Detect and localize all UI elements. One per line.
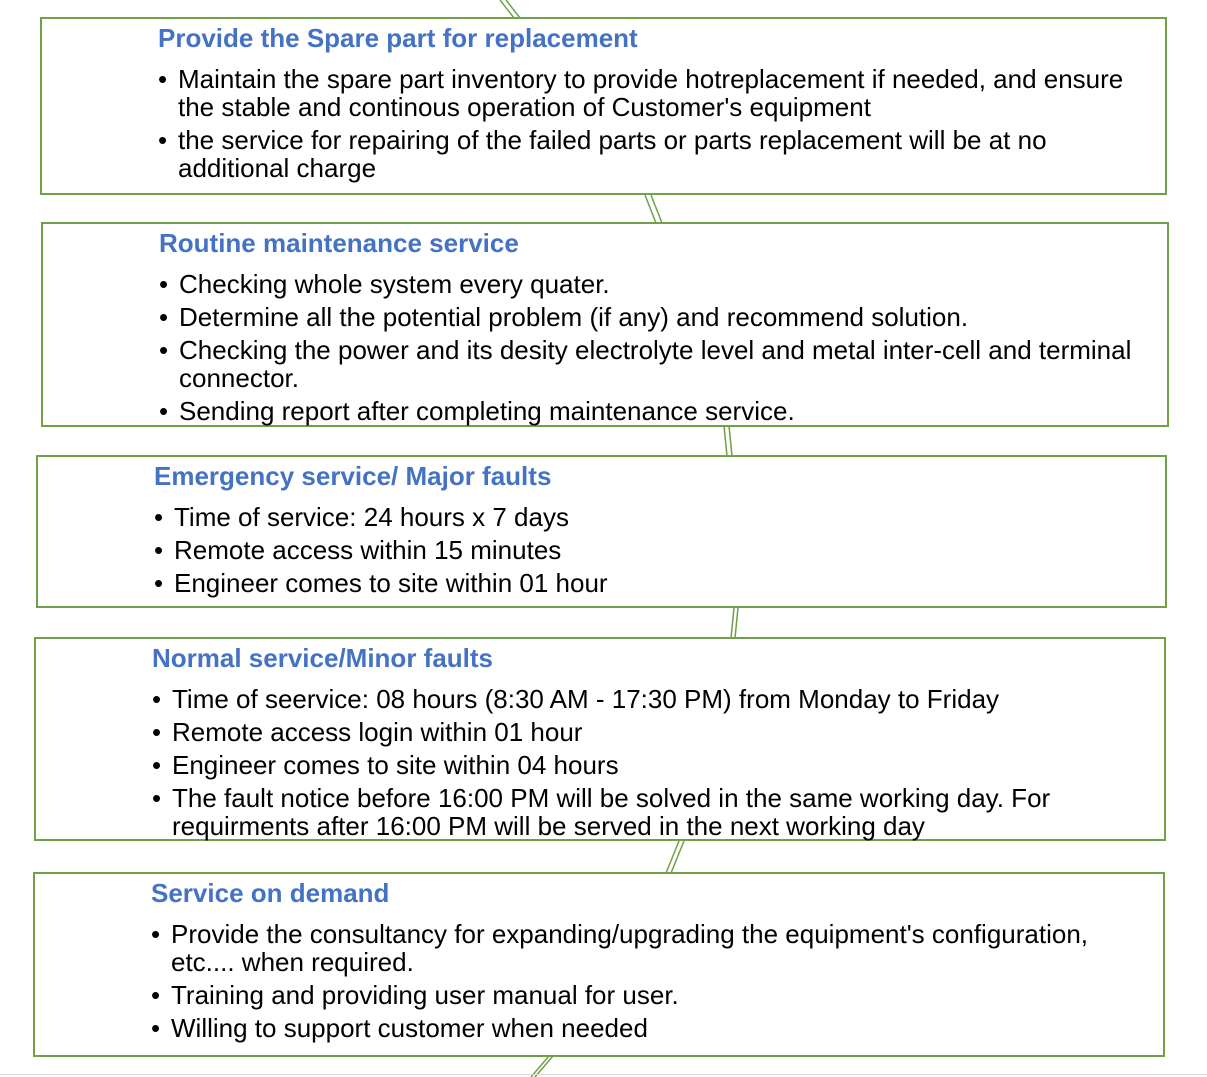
- bottom-divider: [0, 1074, 1207, 1075]
- service-box-on-demand: [33, 872, 1165, 1057]
- bullet-item: • Engineer comes to site within 04 hours: [152, 750, 619, 780]
- service-box-normal: [34, 637, 1166, 841]
- box-title: Provide the Spare part for replacement: [158, 23, 638, 53]
- service-box-emergency: [36, 455, 1167, 608]
- bullet-item: • Engineer comes to site within 01 hour: [154, 568, 608, 598]
- bullet-item: • Remote access login within 01 hour: [152, 717, 583, 747]
- bullet-item: • Determine all the potential problem (if any) and recommend solution.: [159, 302, 969, 332]
- bullet-list: [159, 270, 1139, 430]
- bullet-list: [158, 65, 1138, 187]
- bullet-list: [151, 920, 1141, 1047]
- box-title: Normal service/Minor faults: [152, 643, 493, 673]
- bullet-item: • Provide the consultancy for expanding/upgrading the equipment's configuration, etc.... when required.: [151, 919, 1089, 977]
- connector-2-3: [724, 426, 727, 456]
- bullet-item: • Willing to support customer when needed: [151, 1013, 648, 1043]
- bullet-item: • Checking the power and its desity electrolyte level and metal inter-cell and terminal connector.: [159, 335, 1132, 393]
- box-title: Emergency service/ Major faults: [154, 461, 552, 491]
- box-title: Service on demand: [151, 878, 390, 908]
- bullet-list: [154, 503, 1134, 602]
- box-title: Routine maintenance service: [159, 228, 519, 258]
- bullet-item: • The fault notice before 16:00 PM will be solved in the same working day. For requirments after 16:00 PM will be served in the next working day: [152, 783, 1051, 841]
- bullet-item: • Time of seervice: 08 hours (8:30 AM - 17:30 PM) from Monday to Friday: [152, 684, 1000, 714]
- connector-3-4: [731, 608, 734, 638]
- connector-1-2: [645, 195, 656, 223]
- bullet-item: • Checking whole system every quater.: [159, 269, 610, 299]
- connector-top: [500, 0, 514, 18]
- service-box-routine-maintenance: [41, 222, 1169, 427]
- bullet-list: [152, 685, 1132, 845]
- service-box-spare-parts: [40, 17, 1167, 195]
- bullet-item: • Time of service: 24 hours x 7 days: [154, 502, 569, 532]
- bullet-item: • Remote access within 15 minutes: [154, 535, 562, 565]
- bullet-item: • Sending report after completing maintenance service.: [159, 396, 795, 426]
- bullet-item: • Maintain the spare part inventory to provide hotreplacement if needed, and ensure the stable and continous operation of Customer's equipment: [158, 64, 1124, 122]
- bullet-item: • the service for repairing of the failed parts or parts replacement will be at no additional charge: [158, 125, 1047, 183]
- bullet-item: • Training and providing user manual for user.: [151, 980, 679, 1010]
